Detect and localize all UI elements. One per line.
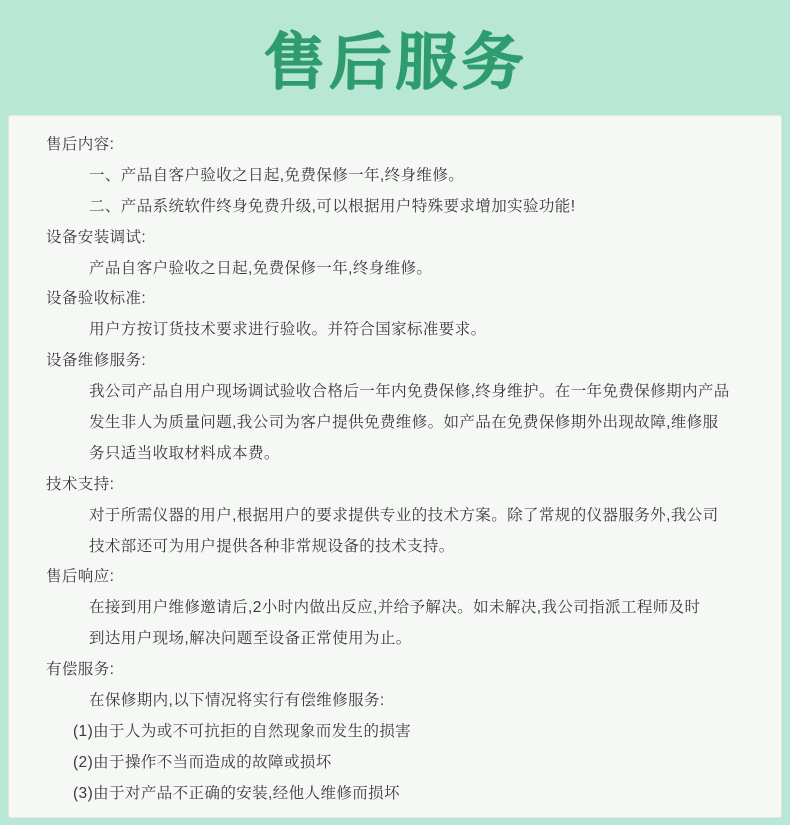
section-heading: 有偿服务: [46, 661, 115, 679]
body-line: 发生非人为质量问题,我公司为客户提供免费维修。如产品在免费保修期外出现故障,维修服 [89, 414, 719, 432]
section-heading: 设备安装调试: [46, 228, 147, 246]
body-line: 技术部还可为用户提供各种非常规设备的技术支持。 [89, 537, 455, 555]
header-banner [0, 0, 790, 115]
body-line: 一、产品自客户验收之日起,免费保修一年,终身维修。 [89, 166, 465, 184]
body-line: 我公司产品自用户现场调试验收合格后一年内免费保修,终身维护。在一年免费保修期内产品 [89, 383, 730, 401]
section-heading: 售后响应: [46, 568, 115, 586]
section-heading: 设备维修服务: [46, 352, 147, 370]
numbered-item: (3)由于对产品不正确的安装,经他人维修而损坏 [73, 784, 400, 802]
service-document-panel [8, 115, 782, 818]
numbered-item: (1)由于人为或不可抗拒的自然现象而发生的损害 [73, 722, 412, 740]
body-line: 用户方按订货技术要求进行验收。并符合国家标准要求。 [89, 321, 487, 339]
section-heading: 售后内容: [46, 136, 115, 153]
page-title: 售后服务 [262, 27, 528, 97]
body-line: 二、产品系统软件终身免费升级,可以根据用户特殊要求增加实验功能! [89, 197, 576, 215]
section-heading: 技术支持: [46, 475, 115, 493]
body-line: 到达用户现场,解决问题至设备正常使用为止。 [89, 630, 412, 648]
section-heading: 设备验收标准: [46, 290, 147, 308]
body-line: 在接到用户维修邀请后,2小时内做出反应,并给予解决。如未解决,我公司指派工程师及时 [89, 599, 701, 617]
body-line: 在保修期内,以下情况将实行有偿维修服务: [89, 692, 385, 710]
body-line: 产品自客户验收之日起,免费保修一年,终身维修。 [89, 259, 433, 277]
body-line: 对于所需仪器的用户,根据用户的要求提供专业的技术方案。除了常规的仪器服务外,我公司 [89, 506, 719, 524]
numbered-item: (2)由于操作不当而造成的故障或损坏 [73, 753, 332, 771]
body-line: 务只适当收取材料成本费。 [89, 444, 280, 462]
